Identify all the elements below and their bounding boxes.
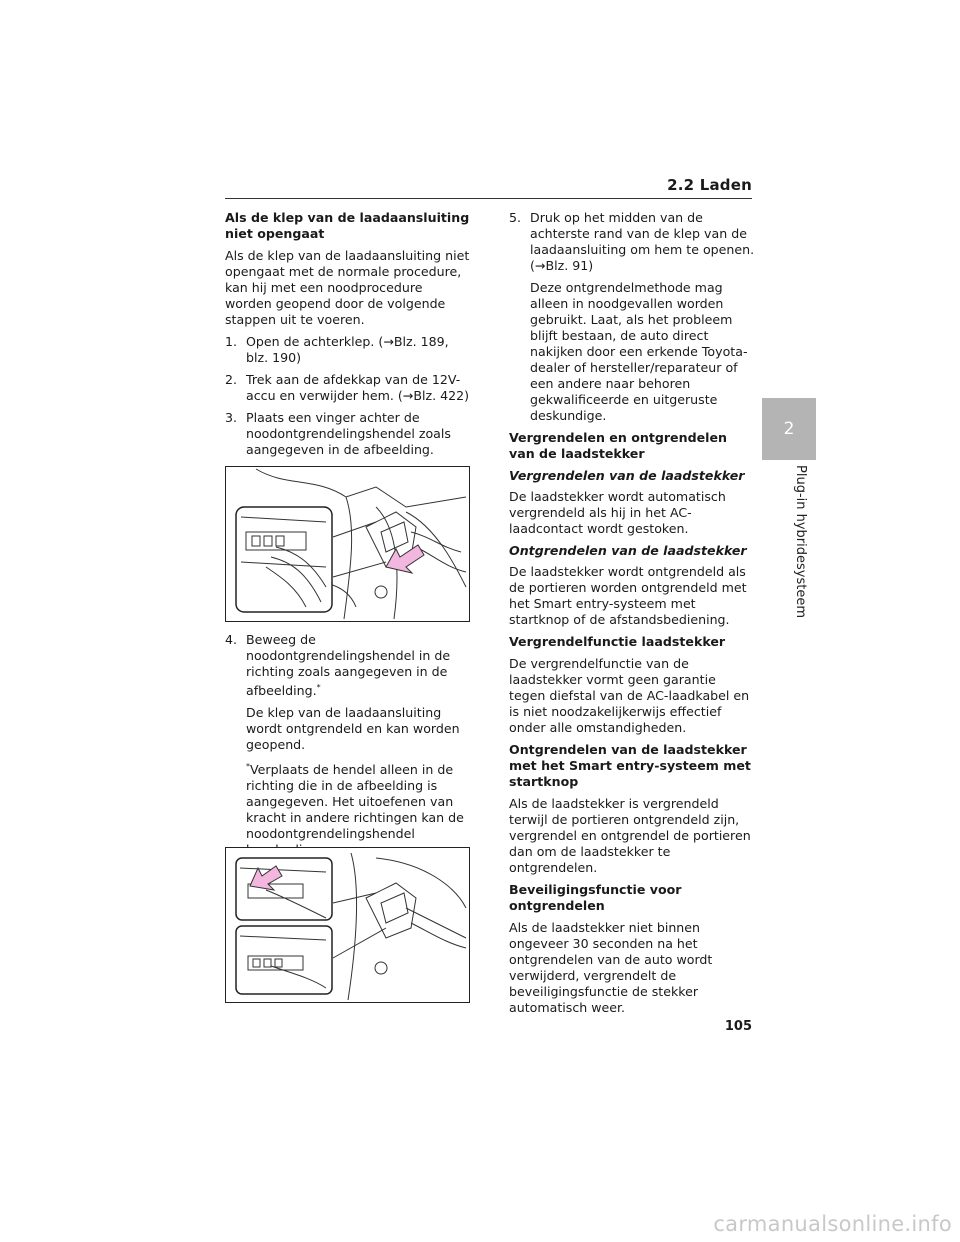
subheading-lock: Vergrendelen van de laadstekker [509, 468, 745, 483]
chapter-tab [762, 398, 816, 460]
left-column-top [225, 210, 473, 464]
illustration-svg [226, 848, 469, 1002]
step-5 [509, 210, 755, 274]
subheading-unlock: Ontgrendelen van de laadstekker [509, 543, 747, 558]
paragraph-smart-entry: Als de laadstekker is vergrendeld terwijl de portieren ontgrendeld zijn, vergrendel en ontgrendel de portieren dan om de laadstekker te ontgrendelen. [509, 796, 751, 875]
right-column [509, 210, 755, 1022]
header-divider [225, 198, 752, 199]
step-4-note: De klep van de laadaansluiting wordt ontgrendeld en kan worden geopend. [246, 705, 460, 753]
step-number: 3. [225, 410, 238, 425]
heading-smart-entry: Ontgrendelen van de laadstekker met het Smart entry-systeem met startknop [509, 742, 751, 789]
intro-paragraph: Als de klep van de laadaansluiting niet opengaat met de normale procedure, kan hij met een noodprocedure worden geopend door de volgende stappen uit te voeren. [225, 248, 470, 327]
step-number: 5. [509, 210, 522, 225]
step-number: 4. [225, 632, 238, 647]
illustration-svg [226, 467, 469, 621]
heading-security: Beveiligingsfunctie voor ontgrendelen [509, 882, 682, 913]
footnote [225, 759, 473, 858]
step-text: Trek aan de afdekkap van de 12V-accu en verwijder hem. (→Blz. 422) [246, 372, 470, 403]
paragraph-lock: De laadstekker wordt automatisch vergrendeld als hij in het AC-laadcontact wordt gestoken. [509, 489, 726, 536]
paragraph-unlock: De laadstekker wordt ontgrendeld als de portieren worden ontgrendeld met het Smart entry-systeem met startknop of de afstandsbediening. [509, 564, 747, 627]
step-number: 2. [225, 372, 238, 387]
step-text: Beweeg de noodontgrendelingshendel in de richting zoals aangegeven in de afbeelding. [246, 632, 451, 699]
section-header: 2.2 Laden [667, 176, 752, 194]
footnote-text: Verplaats de hendel alleen in de richting die in de afbeelding is aangegeven. Het uitoefenen van kracht in andere richtingen kan de noodontgrendelingshendel [246, 762, 464, 842]
left-column-middle [225, 632, 473, 864]
chapter-number: 2 [783, 419, 795, 439]
step-4 [225, 632, 473, 699]
step-3 [225, 410, 473, 458]
step-5-note: Deze ontgrendelmethode mag alleen in noodgevallen worden gebruikt. Laat, als het probleem blijft bestaan, de auto direct nakijken door een erkende Toyota-dealer of hersteller/reparateur of een andere naar behoren gekwalificeerde en uitgeruste deskundige. [530, 280, 748, 423]
step-text: Druk op het midden van de achterste rand van de klep van de laadaansluiting om hem te openen. (→Blz. 91) [530, 210, 755, 273]
step-2 [225, 372, 473, 404]
section-heading: Als de klep van de laadaansluiting niet opengaat [225, 210, 470, 241]
illustration-release-lever-move [225, 847, 470, 1003]
section-heading-plug-lock: Vergrendelen en ontgrendelen van de laadstekker [509, 430, 727, 461]
paragraph-lock-function: De vergrendelfunctie van de laadstekker vormt geen garantie tegen diefstal van de AC-laadkabel en is niet noodzakelijkerwijs effectief onder alle omstandigheden. [509, 656, 750, 735]
paragraph-security: Als de laadstekker niet binnen ongeveer 30 seconden na het ontgrendelen van de auto wordt verwijderd, vergrendelt de beveiligingsfunctie de stekker automatisch weer. [509, 920, 713, 1015]
illustration-release-lever-finger [225, 466, 470, 622]
page-number: 105 [724, 1019, 752, 1034]
step-number: 1. [225, 334, 238, 349]
step-text: Plaats een vinger achter de noodontgrendelingshendel zoals aangegeven in de afbeelding. [246, 410, 451, 457]
step-text: Open de achterklep. (→Blz. 189, blz. 190) [246, 334, 449, 365]
chapter-label: Plug-in hybridesysteem [793, 465, 808, 619]
footnote-marker: * [316, 683, 321, 692]
step-1 [225, 334, 473, 366]
heading-lock-function: Vergrendelfunctie laadstekker [509, 634, 726, 649]
footnote-marker: * [246, 762, 250, 772]
watermark: carmanualsonline.info [713, 1212, 952, 1236]
